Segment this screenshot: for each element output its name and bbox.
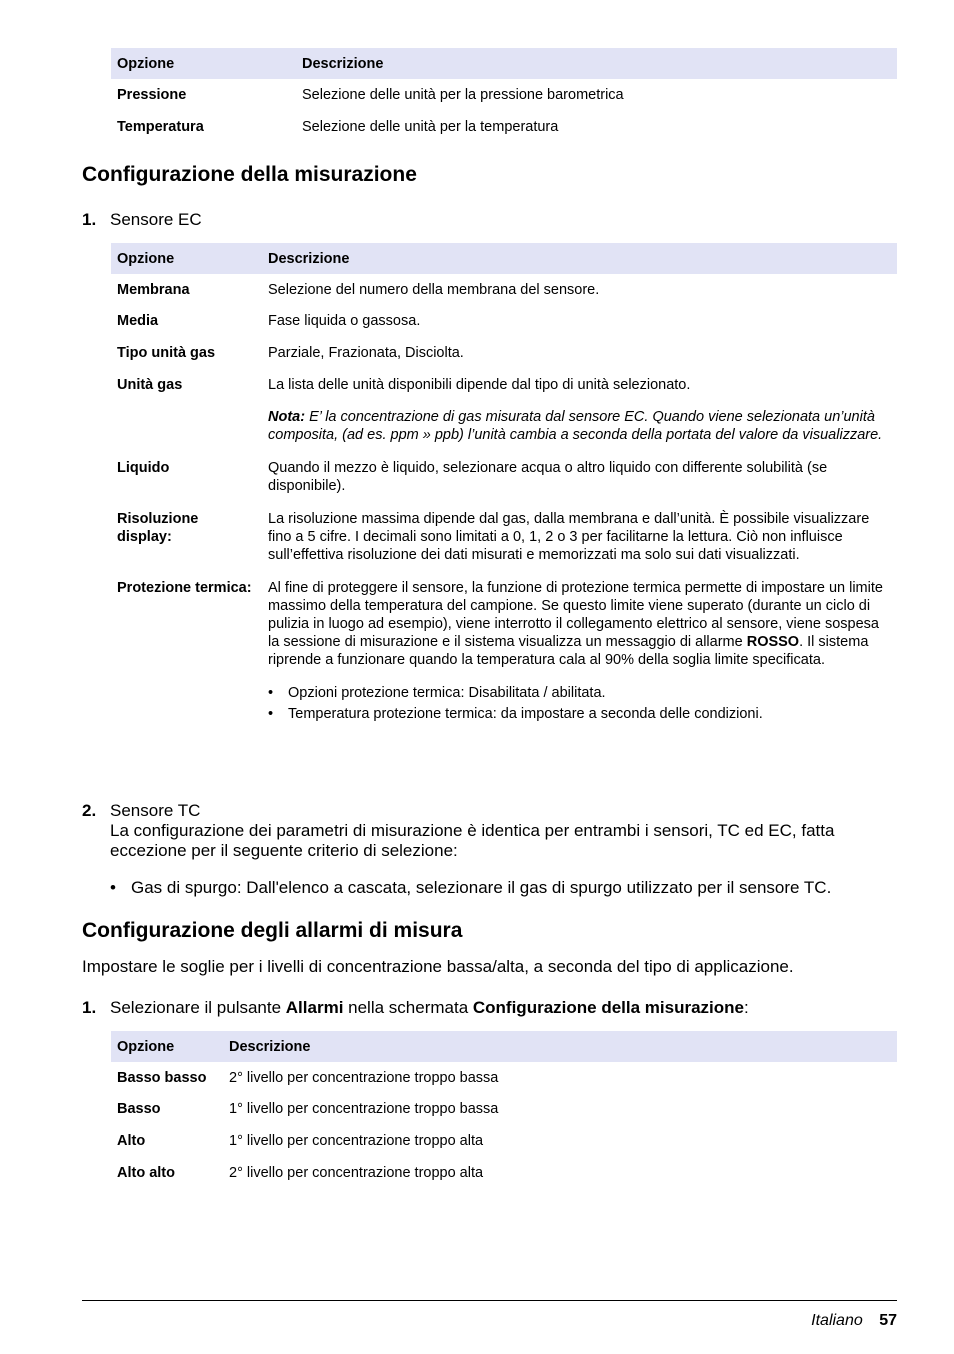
- text-bold: ROSSO: [746, 634, 800, 650]
- bullet-item: [110, 878, 896, 898]
- table-row: [111, 369, 897, 452]
- text-part: . Il sistema riprende a funzionare quando la temperatura cala al 90% della soglia limite specificata.: [268, 634, 869, 668]
- row-description: 2° livello per concentrazione troppo bassa: [229, 1070, 499, 1086]
- note-text: E’ la concentrazione di gas misurata dal sensore EC. Quando viene selezionata un’unità composita, (ad es. ppm » ppb) l’unità cambia a seconda della portata del valore da visualizzare.: [268, 409, 883, 443]
- row-option: Media: [117, 313, 159, 329]
- row-description: Selezione delle unità per la temperatura: [302, 119, 559, 135]
- step-number: 1.: [82, 998, 97, 1017]
- footer-language: Italiano: [811, 1312, 863, 1329]
- table-row: [111, 1093, 897, 1125]
- row-description: Quando il mezzo è liquido, selezionare acqua o altro liquido con differente solubilità (se disponibile).: [268, 460, 828, 494]
- row-description: 1° livello per concentrazione troppo alta: [229, 1133, 484, 1149]
- table-row: [111, 111, 897, 143]
- step-text: [110, 998, 749, 1018]
- row-option: Liquido: [117, 460, 170, 476]
- bullet-item: [268, 684, 891, 702]
- step-content: [110, 801, 896, 861]
- row-description: La risoluzione massima dipende dal gas, dalla membrana e dall’unità. È possibile visualizzare fino a 5 cifre. I decimali sono limitati a 0, 1, 2 o 3 per facilitarne la lettura. Ciò non influisce sull’effettiva risoluzione dei dati misurati e memorizzati ma solo sui dati visualizzati.: [268, 511, 870, 563]
- row-option: Basso: [117, 1101, 161, 1117]
- row-option: Protezione termica:: [117, 580, 252, 596]
- header-option: Opzione: [111, 1031, 223, 1062]
- row-description: [262, 572, 897, 723]
- row-description: 2° livello per concentrazione troppo alta: [229, 1165, 484, 1181]
- header-option: Opzione: [111, 48, 296, 79]
- table-header-row: [111, 243, 897, 274]
- step-label: Sensore TC: [110, 801, 201, 820]
- section-title-alarms: Configurazione degli allarmi di misura: [82, 919, 463, 942]
- table-row: [111, 1062, 897, 1093]
- row-option: Membrana: [117, 282, 190, 298]
- bullet-glyph: •: [110, 878, 116, 897]
- note-label: Nota:: [268, 409, 306, 425]
- row-option: Temperatura: [117, 119, 204, 135]
- row-description-text: [268, 579, 891, 669]
- bullet-text: Temperatura protezione termica: da impostare a seconda delle condizioni.: [288, 706, 763, 722]
- ec-sensor-table: [111, 243, 897, 723]
- table-row: [111, 452, 897, 503]
- row-description: Fase liquida o gassosa.: [268, 313, 421, 329]
- footer-divider: [82, 1300, 897, 1301]
- step-label: Sensore EC: [110, 210, 202, 229]
- bullet-glyph: •: [268, 685, 274, 701]
- table-header-row: [111, 1031, 897, 1062]
- table-row: [111, 1157, 897, 1189]
- table-row: [111, 503, 897, 572]
- table-row: [111, 572, 897, 723]
- page-footer: [811, 1312, 897, 1330]
- step-number: 1.: [82, 210, 97, 229]
- row-option: Basso basso: [117, 1070, 207, 1086]
- table-row: [111, 1125, 897, 1157]
- row-description: 1° livello per concentrazione troppo bassa: [229, 1101, 499, 1117]
- step-text: La configurazione dei parametri di misurazione è identica per entrambi i sensori, TC ed EC, fatta eccezione per il seguente criterio di selezione:: [110, 821, 835, 860]
- row-option: Tipo unità gas: [117, 345, 216, 361]
- header-description: Descrizione: [262, 243, 897, 274]
- header-description: Descrizione: [223, 1031, 897, 1062]
- row-description: Parziale, Frazionata, Disciolta.: [268, 345, 464, 361]
- text-part: :: [743, 998, 749, 1017]
- row-description-text: La lista delle unità disponibili dipende dal tipo di unità selezionato.: [268, 377, 691, 393]
- row-option: Risoluzione display:: [117, 511, 199, 545]
- bullet-glyph: •: [268, 706, 274, 722]
- text-part: Al fine di proteggere il sensore, la funzione di protezione termica permette di impostare un limite massimo della temperatura del campione. Se questo limite viene superato (durante un ciclo di pulizia in luogo ad esempio), viene interrotto il collegamento elettrico al sensore, viene sospesa la sessione di misurazione e il sistema visualizza un messaggio di allarme: [268, 580, 883, 650]
- row-description: Selezione delle unità per la pressione barometrica: [302, 87, 624, 103]
- step-number: 2.: [82, 801, 97, 820]
- intro-paragraph: Impostare le soglie per i livelli di concentrazione bassa/alta, a seconda del tipo di applicazione.: [82, 957, 794, 976]
- row-description: Selezione del numero della membrana del sensore.: [268, 282, 600, 298]
- note: [268, 408, 891, 444]
- row-option: Unità gas: [117, 377, 183, 393]
- table-row: [111, 79, 897, 111]
- bullet-text: Opzioni protezione termica: Disabilitata / abilitata.: [288, 685, 606, 701]
- bullet-text: Gas di spurgo: Dall'elenco a cascata, selezionare il gas di spurgo utilizzato per il sensore TC.: [131, 878, 832, 897]
- section-title-measurement: Configurazione della misurazione: [82, 163, 417, 186]
- row-option: Pressione: [117, 87, 187, 103]
- text-bold: Configurazione della misurazione: [472, 998, 744, 1017]
- row-option: Alto alto: [117, 1165, 175, 1181]
- table-row: [111, 337, 897, 369]
- bullet-item: [268, 705, 891, 723]
- text-part: Selezionare il pulsante: [110, 998, 286, 1017]
- row-option: Alto: [117, 1133, 146, 1149]
- header-description: Descrizione: [296, 48, 897, 79]
- units-table: [111, 48, 897, 143]
- table-header-row: [111, 48, 897, 79]
- header-option: Opzione: [111, 243, 262, 274]
- table-row: [111, 274, 897, 305]
- alarms-table: [111, 1031, 897, 1189]
- row-description: [262, 369, 897, 452]
- text-part: nella schermata: [343, 998, 473, 1017]
- table-row: [111, 305, 897, 337]
- page-number: 57: [879, 1312, 897, 1329]
- text-bold: Allarmi: [285, 998, 344, 1017]
